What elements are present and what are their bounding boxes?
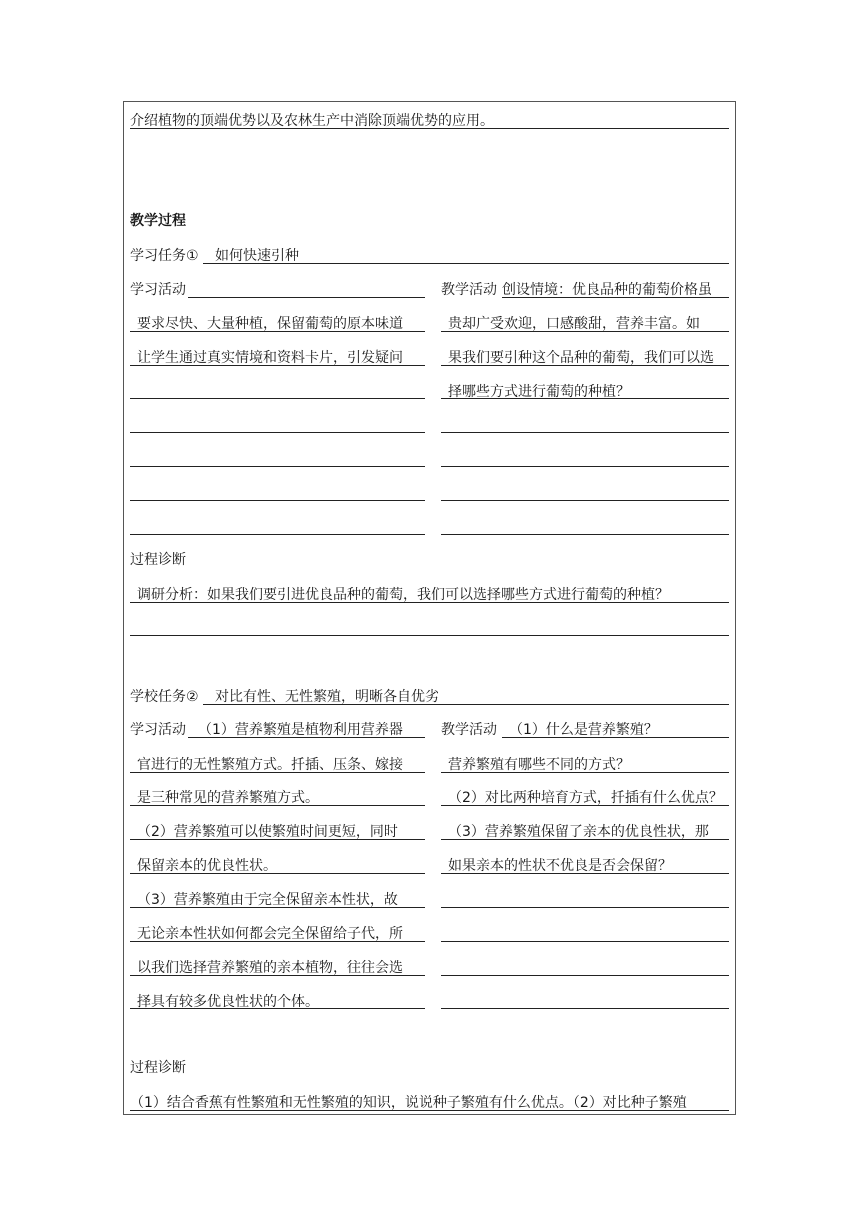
task2-label: 学校任务②: [130, 689, 199, 705]
task2-right-line: （1）什么是营养繁殖？: [509, 722, 658, 738]
task1-diagnosis-label: 过程诊断: [130, 552, 186, 568]
task2-right-line: （3）营养繁殖保留了亲本的优良性状，那: [448, 824, 709, 840]
task1-left-blank-line: [130, 534, 425, 535]
task1-left-line: 要求尽快、大量种植，保留葡萄的原本味道: [137, 316, 403, 332]
task1-left-underline: [130, 365, 425, 366]
task1-right-line: 贵却广受欢迎，口感酸甜，营养丰富。如: [448, 316, 700, 332]
task2-title: 对比有性、无性繁殖，明晰各自优劣: [215, 689, 439, 705]
task2-left-underline: [130, 1008, 425, 1009]
task1-diagnosis-underline: [130, 602, 729, 603]
task1-left-blank-line: [130, 432, 425, 433]
task1-left-blank-line: [130, 500, 425, 501]
task1-right-label: 教学活动: [441, 282, 497, 298]
task2-diagnosis-underline: [130, 1110, 729, 1111]
task2-left-underline: [130, 772, 425, 773]
task1-right-blank-line: [441, 466, 729, 467]
task2-right-underline: [441, 805, 729, 806]
section-title: 教学过程: [130, 213, 186, 229]
task1-label: 学习任务①: [130, 248, 199, 264]
task1-diagnosis-blank-line: [130, 635, 729, 636]
task2-left-underline: [130, 907, 425, 908]
task1-left-line: 让学生通过真实情境和资料卡片，引发疑问: [137, 350, 403, 366]
task2-right-line: 如果亲本的性状不优良是否会保留？: [448, 858, 672, 874]
task1-left-underline: [130, 331, 425, 332]
task2-diagnosis-text: （1）结合香蕉有性繁殖和无性繁殖的知识，说说种子繁殖有什么优点。（2）对比种子繁殖: [130, 1095, 687, 1111]
task2-diagnosis-label: 过程诊断: [130, 1060, 186, 1076]
task2-left-underline: [130, 839, 425, 840]
task2-right-blank-line: [441, 1008, 729, 1009]
task1-right-underline: [502, 297, 729, 298]
task2-right-underline: [441, 839, 729, 840]
task2-left-line: 是三种常见的营养繁殖方式。: [137, 790, 319, 806]
task2-left-underline: [130, 975, 425, 976]
task2-left-line: 以我们选择营养繁殖的亲本植物，往往会选: [137, 960, 403, 976]
task2-right-blank-line: [441, 941, 729, 942]
task2-left-label: 学习活动: [130, 722, 186, 738]
task2-left-line: （1）营养繁殖是植物利用营养器: [198, 722, 403, 738]
task2-right-label: 教学活动: [441, 722, 497, 738]
task1-right-blank-line: [441, 534, 729, 535]
intro-underline: [130, 128, 729, 129]
task1-right-line: 果我们要引种这个品种的葡萄，我们可以选: [448, 350, 714, 366]
task2-left-line: （3）营养繁殖由于完全保留亲本性状，故: [137, 892, 398, 908]
task2-left-underline: [130, 873, 425, 874]
task1-right-underline: [441, 398, 729, 399]
task2-right-blank-line: [441, 907, 729, 908]
task1-right-blank-line: [441, 432, 729, 433]
task1-left-blank-line: [130, 398, 425, 399]
task2-right-line: （2）对比两种培育方式，扦插有什么优点？: [448, 790, 723, 806]
task1-left-underline: [188, 297, 425, 298]
task2-left-line: 择具有较多优良性状的个体。: [137, 994, 319, 1010]
task2-left-line: 无论亲本性状如何都会完全保留给子代，所: [137, 926, 403, 942]
task2-underline: [203, 704, 729, 705]
task1-right-underline: [441, 331, 729, 332]
task2-right-blank-line: [441, 975, 729, 976]
task2-right-underline: [502, 737, 729, 738]
intro-text: 介绍植物的顶端优势以及农林生产中消除顶端优势的应用。: [130, 113, 494, 129]
task2-left-line: 官进行的无性繁殖方式。扦插、压条、嫁接: [137, 757, 403, 773]
task1-right-line: 创设情境：优良品种的葡萄价格虽: [502, 282, 712, 298]
task1-right-blank-line: [441, 500, 729, 501]
task1-left-label: 学习活动: [130, 282, 186, 298]
task1-right-line: 择哪些方式进行葡萄的种植？: [448, 384, 630, 400]
task2-right-underline: [441, 873, 729, 874]
task2-left-underline: [130, 805, 425, 806]
task1-diagnosis-text: 调研分析：如果我们要引进优良品种的葡萄，我们可以选择哪些方式进行葡萄的种植？: [137, 587, 669, 603]
task2-left-line: （2）营养繁殖可以使繁殖时间更短，同时: [137, 824, 398, 840]
task2-left-line: 保留亲本的优良性状。: [137, 858, 277, 874]
task2-left-underline: [130, 941, 425, 942]
task1-left-blank-line: [130, 466, 425, 467]
task1-right-underline: [441, 365, 729, 366]
task2-right-underline: [441, 772, 729, 773]
task2-left-underline: [188, 737, 425, 738]
task1-title: 如何快速引种: [215, 248, 299, 264]
task2-right-line: 营养繁殖有哪些不同的方式？: [448, 757, 630, 773]
task1-underline: [203, 263, 729, 264]
